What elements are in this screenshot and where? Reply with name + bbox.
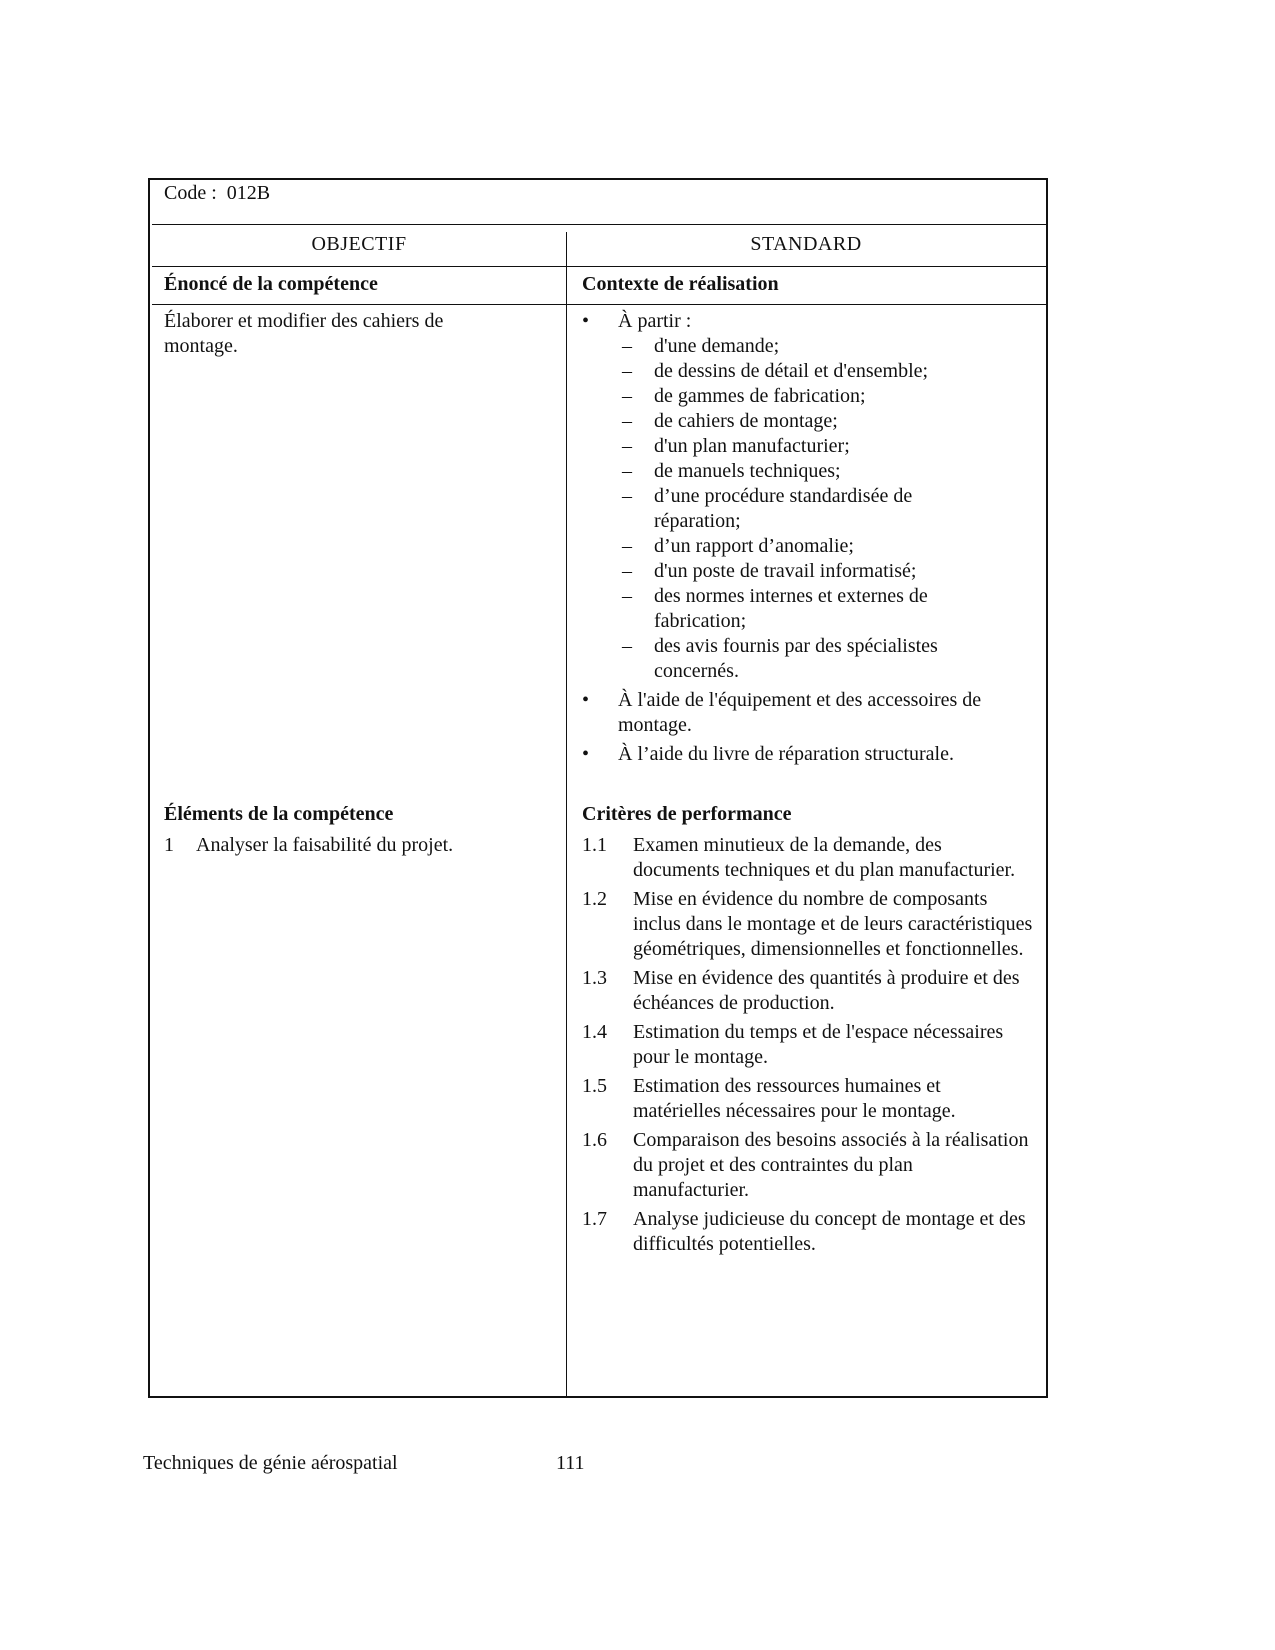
list-item: 1.4 Estimation du temps et de l'espace nécessaires pour le montage. [582,1021,1004,1068]
list-item: 1.1 Examen minutieux de la demande, des documents techniques et du plan manufacturier. [582,834,1016,881]
list-item: – des avis fournis par des spécialistes concernés. [622,635,938,682]
header-objectif: OBJECTIF [311,233,407,255]
column-divider [566,232,567,1398]
list-item: 1.3 Mise en évidence des quantités à produire et des échéances de production. [582,967,1020,1014]
elements-title: Éléments de la compétence [164,803,394,825]
dash-icon: – [622,335,632,357]
dash-icon: – [622,460,632,482]
list-item: – de gammes de fabrication; [622,385,866,407]
dash-icon: – [622,535,632,557]
header-standard: STANDARD [750,233,862,255]
list-item: – des normes internes et externes de fabrication; [622,585,928,632]
list-item: – de cahiers de montage; [622,410,838,432]
list-item: 1.2 Mise en évidence du nombre de composants inclus dans le montage et de leurs caractéristiques géométriques, dimensionnelles et fonctionnelles. [582,888,1033,960]
dash-icon: – [622,435,632,457]
dash-icon: – [622,385,632,407]
divider [152,224,1046,225]
code-row [164,181,270,206]
enonce-title: Énoncé de la compétence [164,273,378,295]
list-item: – d'une demande; [622,335,780,357]
list-item: – de manuels techniques; [622,460,841,482]
dash-icon: – [622,585,632,607]
element-text: Analyser la faisabilité du projet. [196,834,454,856]
list-item: 1.5 Estimation des ressources humaines et matérielles nécessaires pour le montage. [582,1075,956,1122]
list-item: – d'un plan manufacturier; [622,435,850,457]
bullet-icon: • [582,689,590,711]
code-value: 012B [226,182,271,204]
list-item: 1.7 Analyse judicieuse du concept de montage et des difficultés potentielles. [582,1208,1026,1255]
list-item: • À l'aide de l'équipement et des accessoires de montage. [582,689,982,736]
contexte-title: Contexte de réalisation [582,273,779,295]
divider [152,266,1046,267]
list-item: – d'un poste de travail informatisé; [622,560,917,582]
list-item: 1.6 Comparaison des besoins associés à la réalisation du projet et des contraintes du plan manufacturier. [582,1129,1029,1201]
contexte-list [582,309,1022,771]
list-item: • À partir : – d'une demande; – de dessins de détail et d'ensemble; – de gammes de fabrication; – de cahiers de montage; – d'un plan manufacturier; – de manuels techniques; – d’une procédure standardisée de réparation; – d’un rapport d’anomalie; – d'un poste de travail informatisé; – des normes internes et externes de fabrication; – des avis fournis par des spécialistes concernés. [582,309,1022,684]
element-item [164,833,454,858]
list-item: – d’une procédure standardisée de réparation; [622,485,913,532]
bullet-icon: • [582,743,590,765]
code-label: Code : [164,182,217,204]
dash-icon: – [622,635,632,657]
enonce-text: Élaborer et modifier des cahiers de montage. [164,310,444,357]
list-item: – d’un rapport d’anomalie; [622,535,854,557]
divider [152,304,1046,305]
list-item: – de dessins de détail et d'ensemble; [622,360,929,382]
page-number: 111 [556,1452,585,1474]
dash-icon: – [622,560,632,582]
dash-icon: – [622,410,632,432]
list-item: • À l’aide du livre de réparation structurale. [582,743,954,765]
criteres-title: Critères de performance [582,803,792,825]
criteres-list [582,833,1032,1261]
footer-title: Techniques de génie aérospatial [143,1452,398,1474]
element-number: 1 [164,834,174,856]
dash-icon: – [622,485,632,507]
dash-icon: – [622,360,632,382]
bullet-icon: • [582,310,590,332]
